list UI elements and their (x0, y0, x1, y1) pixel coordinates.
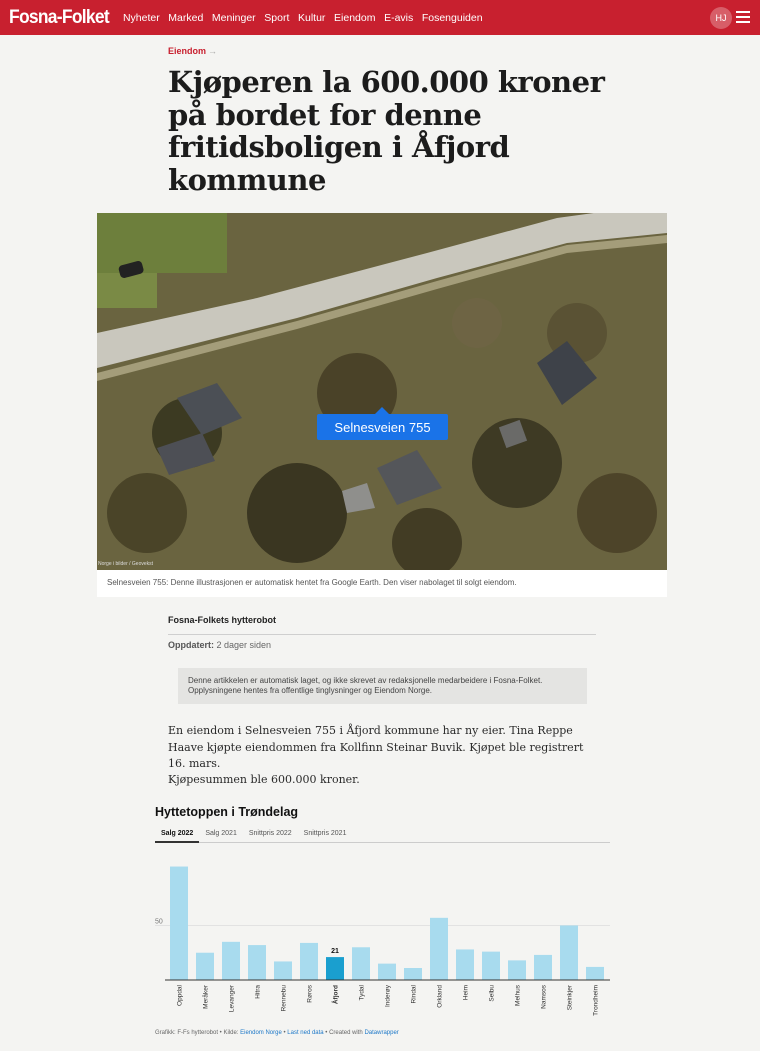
section-link[interactable] (168, 46, 217, 56)
automation-notice: Denne artikkelen er automatisk laget, og ikke skrevet av redaksjonelle medarbeidere i Fosna-Folket. Opplysningene hentes fra offentlige tinglysninger og Eiendom Norge. (178, 668, 587, 704)
arrow-right-icon: → (208, 46, 218, 56)
x-tick-label-4: Rennebu (280, 985, 288, 1012)
site-logo[interactable]: Fosna-Folket (9, 6, 109, 28)
x-tick-label-10: Orkland (436, 985, 444, 1008)
download-data-link[interactable]: Last ned data (287, 1030, 324, 1036)
bar-10 (430, 918, 448, 980)
nav-item-e-avis[interactable]: E-avis (384, 11, 414, 24)
bar-6 (326, 957, 344, 980)
x-tick-label-16: Trondheim (592, 985, 600, 1016)
bar-11 (456, 949, 474, 980)
bar-15 (560, 925, 578, 980)
x-tick-label-15: Steinkjer (566, 985, 574, 1011)
bar-7 (352, 947, 370, 980)
x-tick-label-11: Heim (462, 985, 470, 1001)
updated-value: 2 dager siden (216, 640, 272, 650)
x-tick-label-8: Inderøy (384, 985, 392, 1008)
nav-item-sport[interactable]: Sport (264, 11, 290, 24)
x-tick-label-5: Røros (306, 985, 314, 1003)
byline-divider (168, 634, 596, 635)
nav-item-meninger[interactable]: Meninger (211, 11, 256, 24)
tab-snittpris-2021[interactable]: Snittpris 2021 (303, 830, 347, 837)
bar-data-label: 21 (331, 948, 339, 956)
bar-13 (508, 960, 526, 980)
x-tick-label-9: Rindal (410, 985, 418, 1004)
x-tick-label-13: Melhus (514, 985, 522, 1006)
nav-item-fosenguiden[interactable]: Fosenguiden (421, 11, 483, 24)
top-navigation-bar (0, 0, 760, 35)
x-tick-label-14: Namsos (540, 985, 548, 1009)
main-nav (119, 12, 487, 24)
footnote-separator: • (281, 1030, 288, 1036)
tab-salg-2021[interactable]: Salg 2021 (205, 830, 237, 837)
nav-item-eiendom[interactable]: Eiendom (334, 11, 376, 24)
bar-9 (404, 968, 422, 980)
aerial-photo (97, 213, 667, 570)
article-headline: Kjøperen la 600.000 kroner på bordet for denne fritidsboligen i Åfjord kommune (168, 65, 605, 197)
footnote-created: • Created with (323, 1030, 365, 1036)
bar-8 (378, 964, 396, 980)
nav-item-marked[interactable]: Marked (168, 11, 204, 24)
bar-3 (248, 945, 266, 980)
updated-timestamp (168, 640, 271, 650)
article-paragraph-1: En eiendom i Selnesveien 755 i Åfjord kommune har ny eier. Tina Reppe Haave kjøpte eiendommen fra Kollfinn Steinar Buvik. Kjøpet ble registrert 16. mars. (168, 724, 584, 770)
bar-2 (222, 942, 240, 980)
x-tick-label-3: Hitra (254, 985, 262, 999)
image-credit: Norge i bilder / Geovekst (98, 561, 154, 567)
x-tick-label-1: Meråker (202, 985, 210, 1009)
chart-footnote (155, 1030, 399, 1036)
article-paragraph-2: Kjøpesummen ble 600.000 kroner. (168, 773, 360, 786)
bar-chart (155, 850, 610, 1025)
x-tick-label-6: Åfjord (332, 985, 340, 1005)
user-avatar[interactable]: HJ (710, 7, 732, 29)
footnote-prefix: Grafikk: F-Fs hytterobot • Kilde: (155, 1030, 241, 1036)
x-tick-label-7: Tydal (358, 985, 366, 1001)
image-caption: Selnesveien 755: Denne illustrasjonen er automatisk hentet fra Google Earth. Den viser nabolaget til solgt eiendom. (97, 570, 667, 597)
x-tick-label-2: Levanger (228, 985, 236, 1013)
source-link[interactable]: Eiendom Norge (240, 1030, 282, 1036)
chart-tabs (155, 828, 610, 843)
x-tick-label-12: Selbu (488, 985, 496, 1002)
nav-item-kultur[interactable]: Kultur (297, 11, 326, 24)
x-tick-label-0: Oppdal (176, 985, 184, 1006)
tab-snittpris-2022[interactable]: Snittpris 2022 (248, 830, 292, 837)
tab-salg-2022[interactable]: Salg 2022 (155, 828, 199, 843)
byline-author: Fosna-Folkets hytterobot (168, 615, 277, 625)
nav-item-nyheter[interactable]: Nyheter (122, 11, 160, 24)
hamburger-menu-icon[interactable] (736, 11, 750, 23)
section-label: Eiendom (168, 46, 207, 56)
updated-label: Oppdatert: (168, 640, 214, 650)
bar-5 (300, 943, 318, 980)
datawrapper-link[interactable]: Datawrapper (364, 1030, 399, 1036)
bar-4 (274, 961, 292, 980)
bar-16 (586, 967, 604, 980)
chart-title: Hyttetoppen i Trøndelag (155, 805, 299, 819)
bar-14 (534, 955, 552, 980)
bar-0 (170, 867, 188, 980)
bar-12 (482, 952, 500, 980)
address-map-label: Selnesveien 755 (317, 414, 448, 440)
y-tick-label: 50 (155, 918, 163, 926)
bar-1 (196, 953, 214, 980)
